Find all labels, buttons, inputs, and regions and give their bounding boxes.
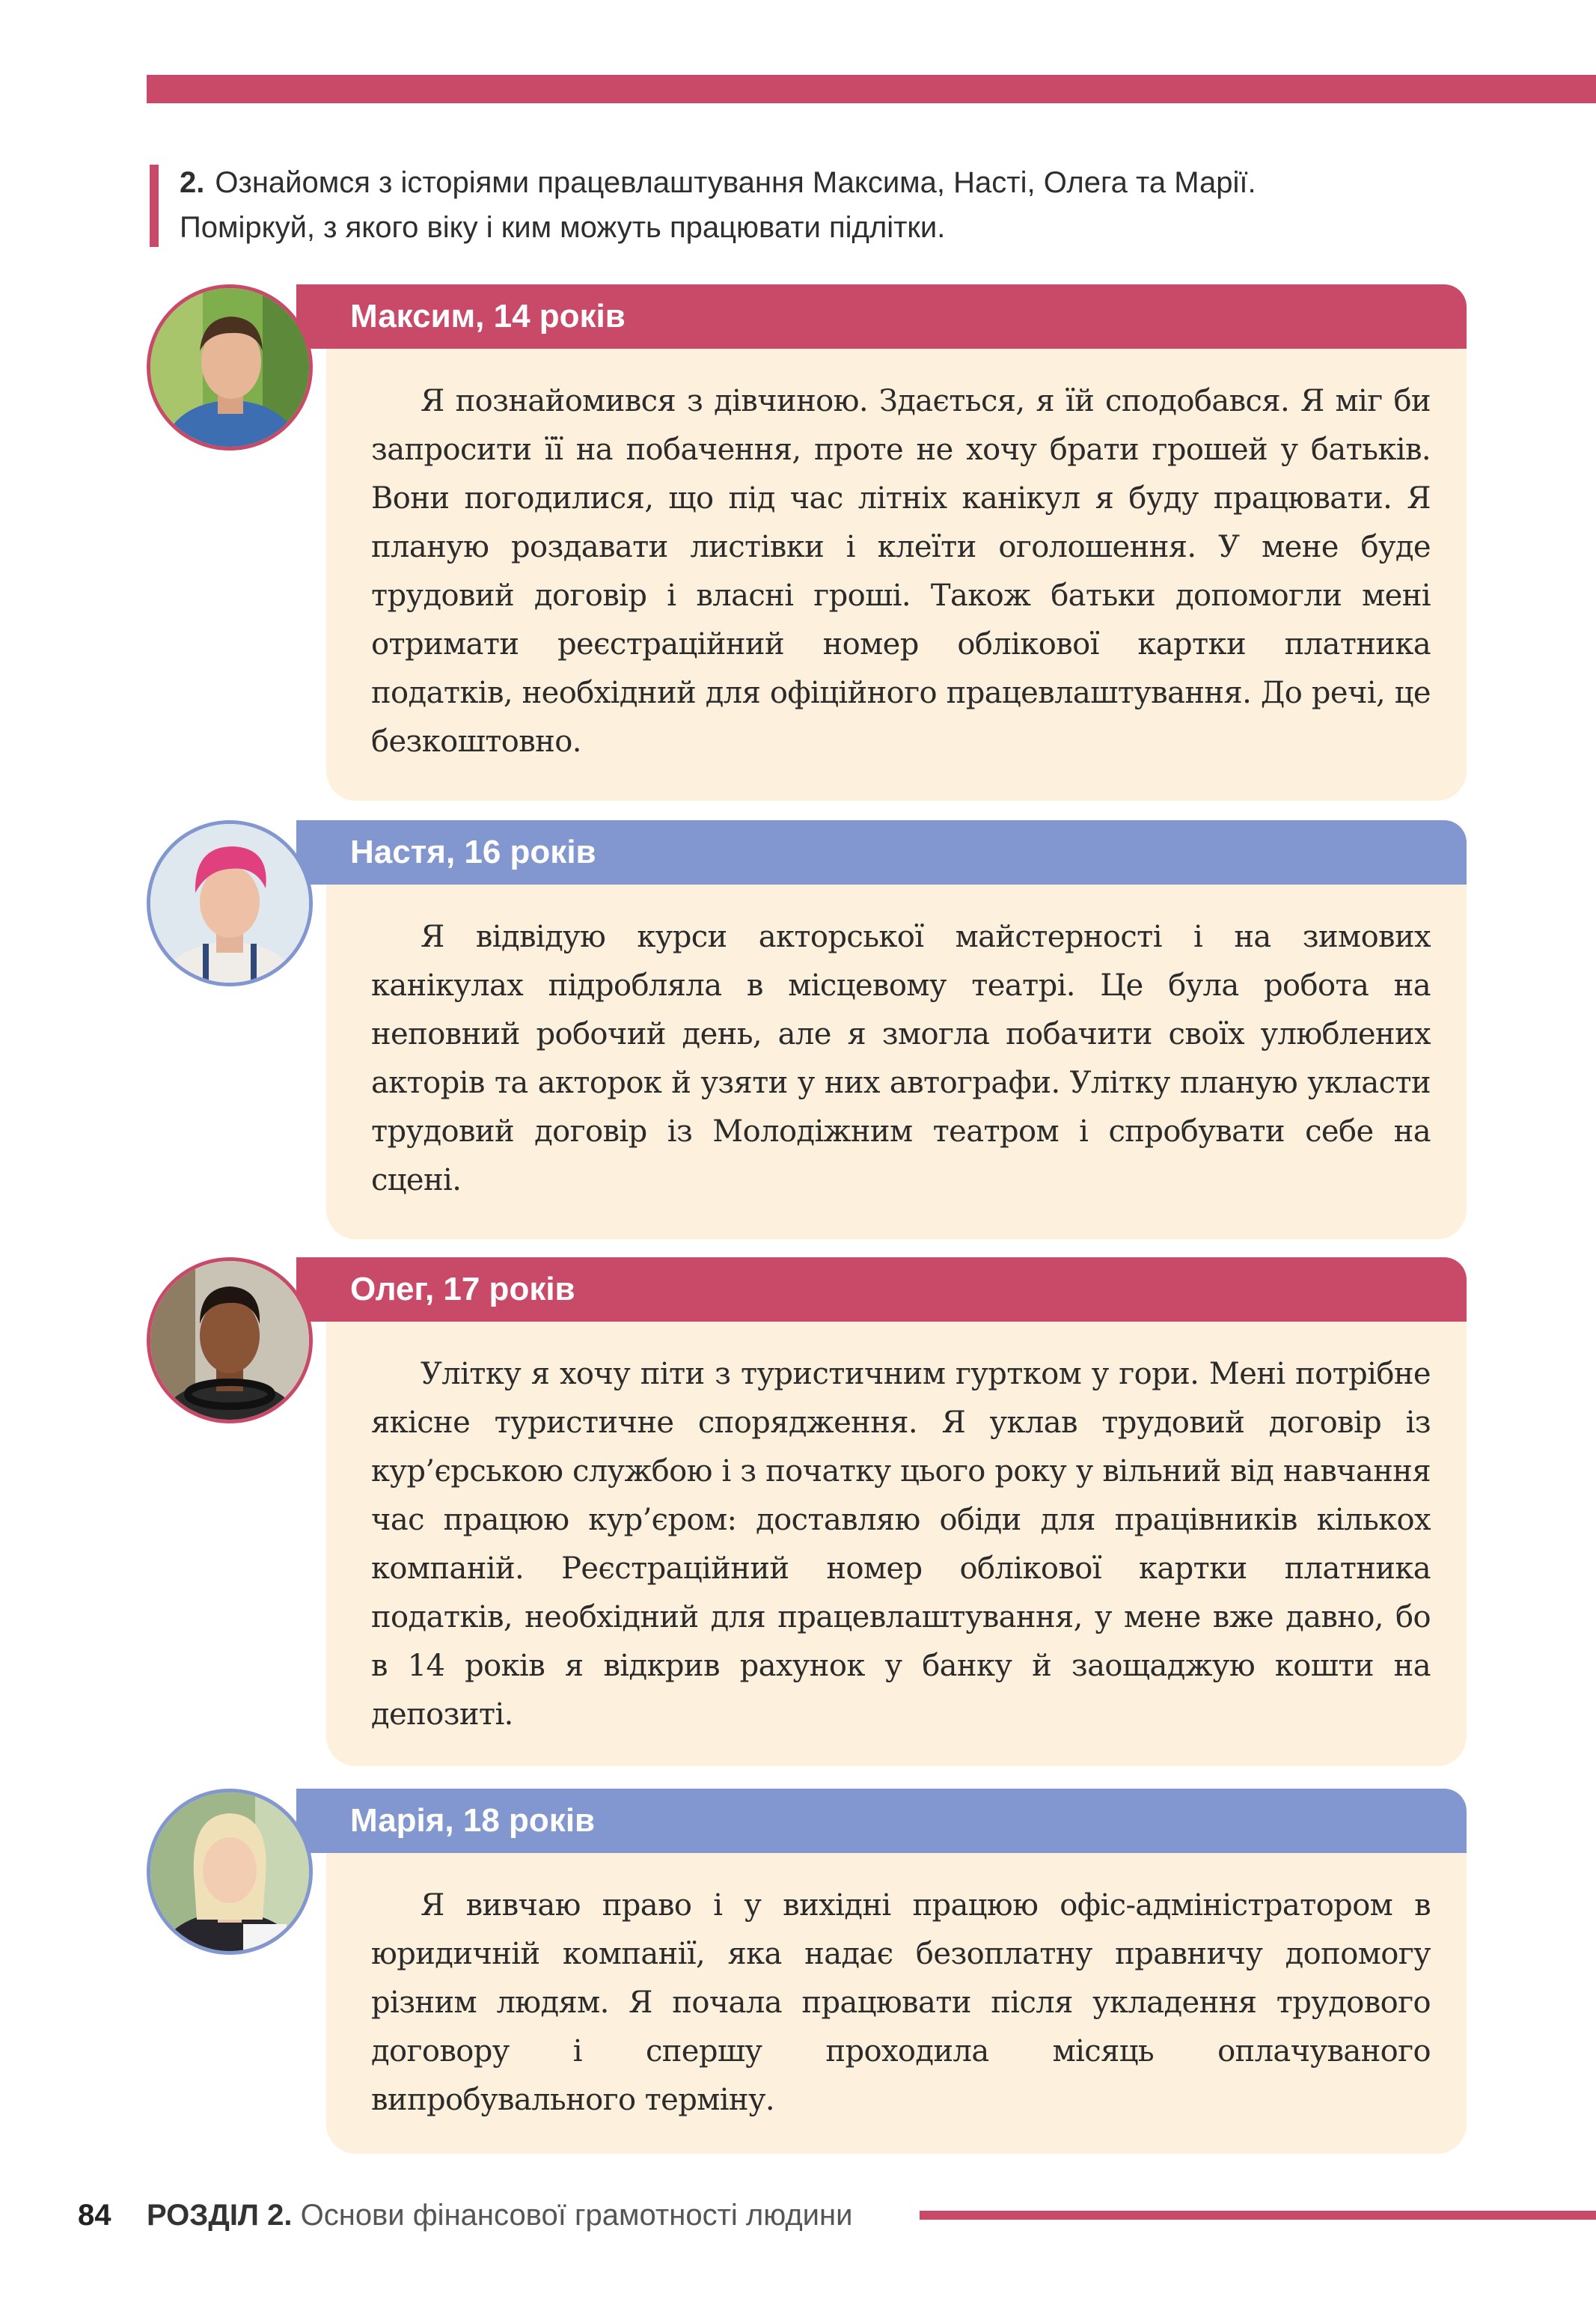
story-card-nastia	[147, 820, 1467, 1239]
task-marker	[150, 165, 159, 247]
page-footer	[78, 2193, 1596, 2238]
story-text: Я відвідую курси акторської майстерності і на зимових канікулах підробляла в місцевому театрі. Це була робота на неповний робочий день, але я змогла побачити своїх улюблених акторів та акторок й узяти у них автографи. Улітку планую укласти трудовий договір із Молодіжним театром і спробувати себе на сцені.	[371, 920, 1431, 1197]
story-body	[326, 1853, 1467, 2154]
chapter-label: РОЗДІЛ 2.	[147, 2199, 293, 2232]
task-text	[180, 160, 1496, 250]
avatar-photo	[147, 820, 313, 986]
story-card-mariia	[147, 1789, 1467, 2154]
task-line-2: Поміркуй, з якого віку і ким можуть працювати підлітки.	[180, 211, 946, 244]
top-decorative-bar	[147, 75, 1596, 103]
story-header: Максим, 14 років	[296, 284, 1467, 349]
page-number: 84	[78, 2199, 111, 2232]
story-card-maksym	[147, 284, 1467, 801]
chapter-title	[147, 2193, 852, 2238]
story-text: Улітку я хочу піти з туристичним гуртком у гори. Мені потрібне якісне туристичне спорядження. Я уклав трудовий договір із кур’єрською службою і з початку цього року у вільний від навчання час працюю кур’єром: доставляю обіди для працівників кількох компаній. Реєстраційний номер облікової картки платника податків, необхідний для працевлаштування, у мене вже давно, бо в 14 років я відкрив рахунок у банку й заощаджую кошти на депозиті.	[371, 1357, 1431, 1732]
chapter-name: Основи фінансової грамотності людини	[300, 2199, 853, 2232]
footer-decorative-bar	[920, 2211, 1596, 2220]
story-card-oleh	[147, 1257, 1467, 1766]
story-text: Я познайомився з дівчиною. Здається, я їй сподобався. Я міг би запросити її на побачення, проте не хочу брати грошей у батьків. Вони погодилися, що під час літніх канікул я буду працювати. Я планую роздавати листівки і клеїти оголошення. У мене буде трудовий договір і власні гроші. Також батьки допомогли мені отримати реєстраційний номер облікової картки платника податків, необхідний для офіційного працевлаштування. До речі, це безкоштовно.	[371, 384, 1431, 759]
avatar-photo	[147, 1257, 313, 1423]
story-header: Марія, 18 років	[296, 1789, 1467, 1853]
story-body	[326, 1322, 1467, 1766]
story-header: Настя, 16 років	[296, 820, 1467, 885]
avatar-photo	[147, 284, 313, 451]
task-number: 2.	[180, 166, 205, 199]
story-text: Я вивчаю право і у вихідні працюю офіс-адміністратором в юридичній компанії, яка надає безоплатну правничу допомогу різним людям. Я почала працювати після укладення трудового договору і спершу проходила місяць оплачуваного випробувального терміну.	[371, 1888, 1431, 2117]
avatar-photo	[147, 1789, 313, 1955]
story-header: Олег, 17 років	[296, 1257, 1467, 1322]
task-line-1: Ознайомся з історіями працевлаштування Максима, Насті, Олега та Марії.	[215, 166, 1256, 199]
story-body	[326, 885, 1467, 1239]
task-block	[150, 160, 1496, 250]
story-body	[326, 349, 1467, 801]
